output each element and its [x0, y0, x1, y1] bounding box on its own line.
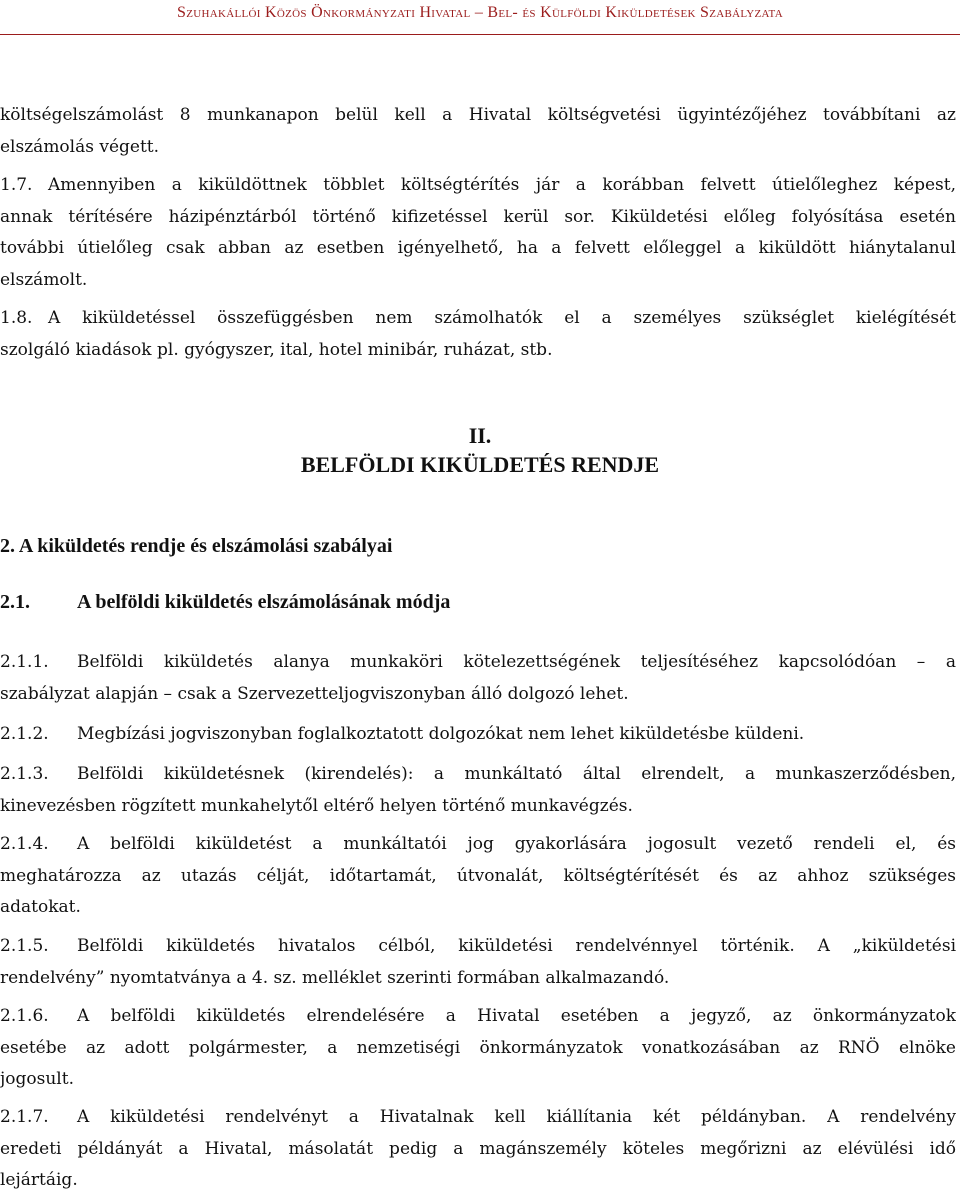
text-line — [0, 759, 956, 791]
paragraph-number: 1.8. — [0, 308, 33, 328]
paragraph-2-1-1 — [0, 647, 956, 710]
subsection-title: A belföldi kiküldetés elszámolásának módja — [77, 591, 451, 613]
text-line: esetébe az adott polgármester, a nemzetiségi önkormányzatok vonatkozásában az RNÖ elnöke — [0, 1037, 956, 1058]
text-fragment: A kiküldetéssel összefüggésben nem számolhatók el a személyes szükséglet kielégítését — [48, 308, 956, 328]
subsection-heading — [0, 591, 450, 614]
paragraph-1-8 — [0, 303, 956, 366]
text-line — [0, 647, 956, 679]
text-line — [0, 1102, 956, 1134]
paragraph-number: 2.1.3. — [0, 764, 49, 784]
text-fragment: A belföldi kiküldetést a munkáltatói jog gyakorlására jogosult vezető rendeli el, és — [77, 834, 956, 854]
header-divider — [0, 34, 960, 35]
text-line: annak térítésére házipénztárból történő kifizetéssel kerül sor. Kiküldetési előleg folyósítása esetén — [0, 206, 956, 227]
chapter-title: BELFÖLDI KIKÜLDETÉS RENDJE — [300, 452, 660, 477]
paragraph-2-1-3 — [0, 759, 956, 822]
chapter-number: II. — [468, 423, 492, 448]
paragraph-number: 2.1.6. — [0, 1006, 49, 1026]
text-line: adatokat. — [0, 897, 81, 917]
page-header — [0, 0, 960, 38]
text-line: elszámolt. — [0, 269, 88, 290]
text-fragment: Belföldi kiküldetés hivatalos célból, kiküldetési rendelvénnyel történik. A „kiküldetési — [77, 936, 956, 956]
text-fragment: Belföldi kiküldetésnek (kirendelés): a munkáltató által elrendelt, a munkaszerződésben, — [77, 764, 956, 784]
text-line: költségelszámolást 8 munkanapon belül kell a Hivatal költségvetési ügyintézőjéhez továbbítani az — [0, 105, 956, 125]
paragraph-2-1-5 — [0, 931, 956, 994]
paragraph-number: 1.7. — [0, 175, 33, 195]
paragraph-number: 2.1.5. — [0, 936, 49, 956]
text-line — [0, 303, 956, 335]
section-heading: 2. A kiküldetés rendje és elszámolási szabályai — [0, 535, 393, 557]
text-line: szolgáló kiadások pl. gyógyszer, ital, hotel minibár, ruházat, stb. — [0, 339, 553, 360]
paragraph-2-1-4 — [0, 829, 956, 924]
paragraph-number: 2.1.1. — [0, 652, 49, 672]
paragraph-2-1-2 — [0, 719, 956, 751]
paragraph-1-7 — [0, 170, 956, 296]
text-line — [0, 170, 956, 202]
text-fragment: Belföldi kiküldetés alanya munkaköri kötelezettségének teljesítéséhez kapcsolódóan – a — [77, 652, 956, 672]
text-line: kinevezésben rögzített munkahelytől eltérő helyen történő munkavégzés. — [0, 795, 633, 816]
text-line — [0, 1001, 956, 1033]
text-line: eredeti példányát a Hivatal, másolatát pedig a magánszemély köteles megőrizni az elévülési idő — [0, 1138, 956, 1159]
paragraph-2-1-7 — [0, 1102, 956, 1197]
text-fragment: A kiküldetési rendelvényt a Hivatalnak kell kiállítania két példányban. A rendelvény — [77, 1107, 956, 1127]
text-line: rendelvény” nyomtatványa a 4. sz. melléklet szerinti formában alkalmazandó. — [0, 967, 670, 988]
text-line: lejártáig. — [0, 1170, 78, 1190]
paragraph-number: 2.1.7. — [0, 1107, 49, 1127]
text-line: elszámolás végett. — [0, 136, 160, 157]
header-title: Szuhakállói Közös Önkormányzati Hivatal – Bel- és Külföldi Kiküldetések Szabályzata — [177, 4, 783, 21]
text-line — [0, 829, 956, 861]
intro-paragraph — [0, 100, 956, 163]
text-line: szabályzat alapján – csak a Szervezetteljogviszonyban álló dolgozó lehet. — [0, 683, 629, 704]
text-fragment: Megbízási jogviszonyban foglalkoztatott dolgozókat nem lehet kiküldetésbe küldeni. — [77, 724, 805, 744]
paragraph-number: 2.1.2. — [0, 724, 49, 744]
text-line — [0, 719, 956, 751]
paragraph-2-1-6 — [0, 1001, 956, 1096]
subsection-number: 2.1. — [0, 591, 30, 613]
text-line: további útielőleg csak abban az esetben igényelhető, ha a felvett előleggel a kiküldött hiánytalanul — [0, 238, 956, 258]
text-line — [0, 931, 956, 963]
text-fragment: Amennyiben a kiküldöttnek többlet költségtérítés jár a korábban felvett útielőleghez képest, — [48, 175, 956, 195]
text-line: jogosult. — [0, 1069, 74, 1089]
text-fragment: A belföldi kiküldetés elrendelésére a Hivatal esetében a jegyző, az önkormányzatok — [77, 1006, 956, 1026]
text-line: meghatározza az utazás célját, időtartamát, útvonalát, költségtérítését és az ahhoz szükséges — [0, 865, 956, 886]
paragraph-number: 2.1.4. — [0, 834, 49, 854]
